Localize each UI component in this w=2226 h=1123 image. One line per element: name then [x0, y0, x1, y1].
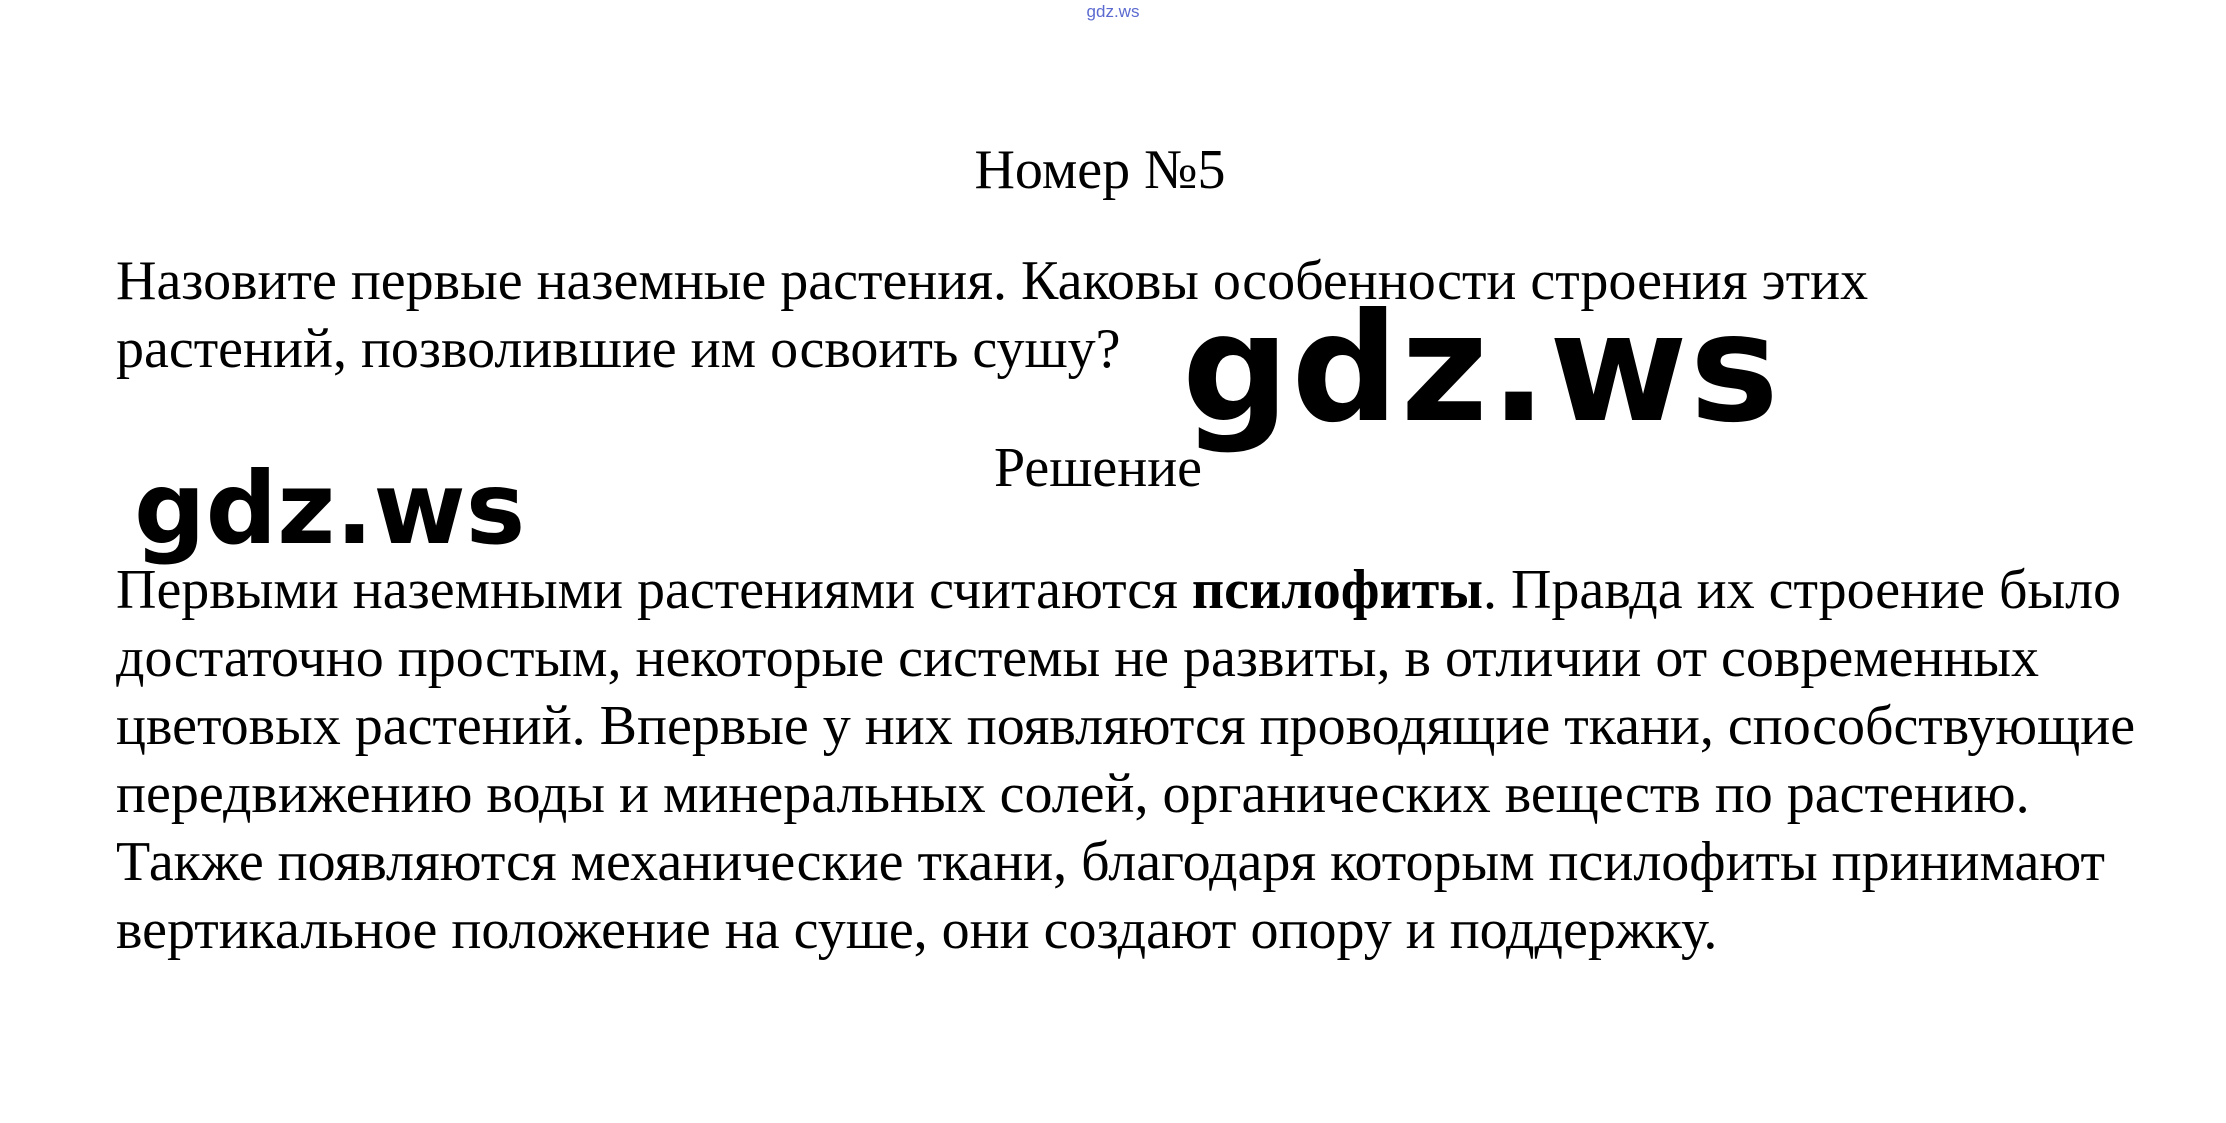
page-title: Номер №5	[974, 139, 1226, 201]
solution-heading: Решение	[993, 437, 1203, 499]
watermark-small: gdz.ws	[134, 450, 526, 567]
answer-highlight-term: псилофиты	[1191, 559, 1483, 621]
top-watermark-link: gdz.ws	[1086, 2, 1140, 21]
answer-text-intro: Первыми наземными растениями считаются	[116, 559, 1192, 621]
question-text: Назовите первые наземные растения. Каковы особенности строения этих растений, позволившие им освоить сушу?	[116, 250, 1869, 380]
watermark-large: gdz.ws	[1182, 282, 1781, 456]
answer-text	[116, 556, 2156, 964]
answer-text-rest: . Правда их строение было достаточно простым, некоторые системы не развиты, в отличии от современных цветовых растений. Впервые у них появляются проводящие ткани, способствующие передвижению воды и минеральных солей, органических веществ по растению. Также появляются механические ткани, благодаря которым псилофиты принимают вертикальное положение на суше, они создают опору и поддержку.	[116, 559, 2136, 961]
